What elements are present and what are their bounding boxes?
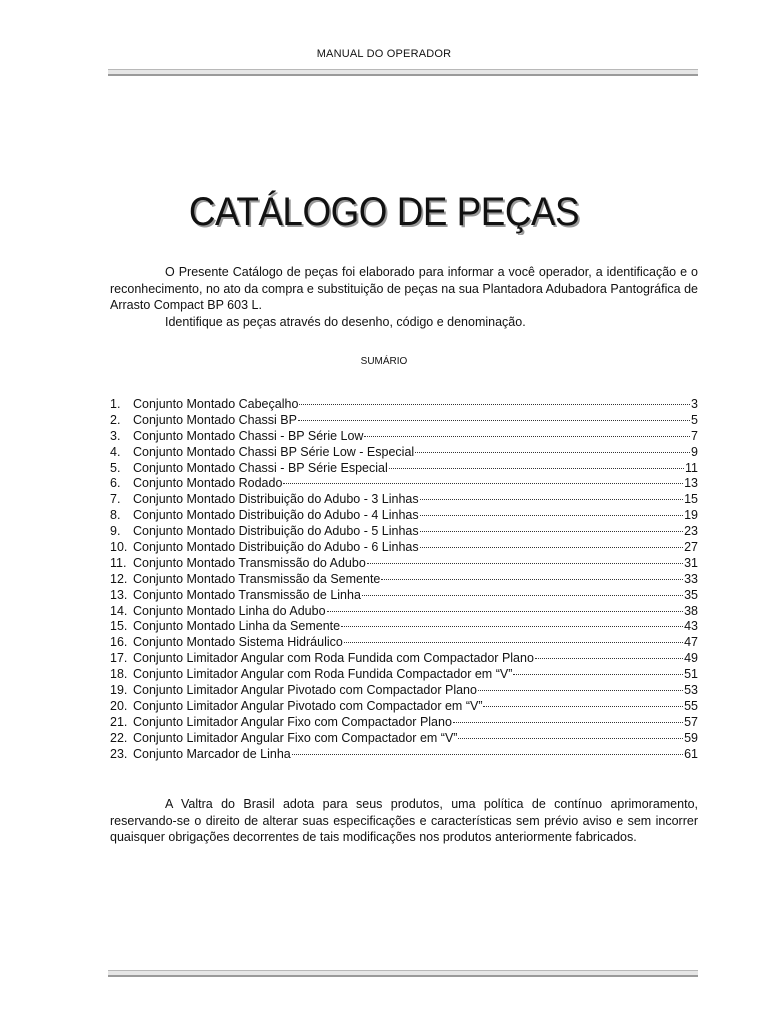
toc-entry[interactable]: [110, 540, 698, 556]
toc-dot-leader: [364, 436, 690, 437]
toc-dot-leader: [299, 404, 690, 405]
toc-dot-leader: [367, 563, 683, 564]
toc-entry[interactable]: [110, 747, 698, 763]
toc-entry-label: Conjunto Montado Distribuição do Adubo - 5 Linhas: [133, 524, 419, 539]
toc-entry-number: 2.: [110, 412, 121, 427]
toc-entry-page: 47: [684, 635, 698, 650]
toc-entry-number: 5.: [110, 460, 121, 475]
toc-dot-leader: [420, 499, 683, 500]
toc-entry-page: 43: [684, 619, 698, 634]
toc-dot-leader: [298, 420, 690, 421]
toc-entry-label: Conjunto Montado Transmissão da Semente: [133, 571, 381, 586]
toc-dot-leader: [420, 547, 683, 548]
toc-dot-leader: [478, 690, 683, 691]
toc-entry-label: Conjunto Montado Distribuição do Adubo - 3 Linhas: [133, 492, 419, 507]
toc-entry-label: Conjunto Limitador Angular Fixo com Compactador em “V”: [133, 730, 458, 745]
toc-entry-label: Conjunto Limitador Angular com Roda Fundida com Compactador Plano: [133, 651, 534, 666]
toc-entry-label: Conjunto Montado Chassi - BP Série Especial: [133, 460, 388, 475]
footer-rule: [108, 970, 698, 977]
toc-entry-number: 23.: [110, 746, 128, 761]
toc-dot-leader: [415, 452, 690, 453]
page-title: CATÁLOGO DE PEÇAS: [188, 190, 580, 234]
toc-entry-label: Conjunto Limitador Angular Pivotado com Compactador em “V”: [133, 698, 483, 713]
toc-entry-number: 8.: [110, 508, 121, 523]
toc-dot-leader: [483, 706, 683, 707]
toc-entry[interactable]: [110, 604, 698, 620]
toc-entry[interactable]: [110, 445, 698, 461]
toc-entry-number: 12.: [110, 571, 128, 586]
toc-entry-number: 1.: [110, 397, 121, 411]
toc-entry[interactable]: [110, 699, 698, 715]
toc-dot-leader: [341, 626, 683, 627]
toc-entry-page: 19: [684, 508, 698, 523]
toc-entry[interactable]: [110, 572, 698, 588]
toc-entry-number: 4.: [110, 444, 121, 459]
toc-dot-leader: [420, 531, 683, 532]
toc-entry-label: Conjunto Montado Rodado: [133, 476, 283, 491]
toc-dot-leader: [344, 642, 683, 643]
toc-entry-page: 51: [684, 667, 698, 682]
toc-entry[interactable]: [110, 683, 698, 699]
toc-entry-label: Conjunto Montado Cabeçalho: [133, 397, 299, 411]
toc-entry-page: 9: [691, 444, 698, 459]
toc-entry-label: Conjunto Montado Linha da Semente: [133, 619, 341, 634]
toc-entry-page: 59: [684, 730, 698, 745]
toc-entry[interactable]: [110, 492, 698, 508]
header-rule: [108, 69, 698, 76]
summary-heading: SUMÁRIO: [360, 356, 408, 367]
toc-entry[interactable]: [110, 635, 698, 651]
toc-entry-number: 14.: [110, 603, 128, 618]
intro-paragraph-1: O Presente Catálogo de peças foi elaborado para informar a você operador, a identificação e o reconhecimento, no ato da compra e substituição de peças na sua Plantadora Adubadora Pantográfica de Arrasto Compact BP 603 L.: [110, 265, 698, 312]
toc-dot-leader: [327, 611, 684, 612]
toc-entry-label: Conjunto Montado Linha do Adubo: [133, 603, 326, 618]
toc-dot-leader: [535, 658, 683, 659]
toc-entry-page: 33: [684, 571, 698, 586]
toc-dot-leader: [381, 579, 683, 580]
toc-entry-page: 55: [684, 698, 698, 713]
toc-entry-label: Conjunto Limitador Angular com Roda Fundida Compactador em “V”: [133, 667, 513, 682]
toc-entry-number: 21.: [110, 714, 128, 729]
toc-entry-page: 49: [684, 651, 698, 666]
toc-entry-page: 35: [684, 587, 698, 602]
toc-entry-page: 11: [685, 460, 698, 475]
toc-entry-label: Conjunto Montado Chassi BP: [133, 412, 297, 427]
toc-dot-leader: [389, 468, 684, 469]
toc-entry-number: 16.: [110, 635, 128, 650]
toc-entry-label: Conjunto Montado Distribuição do Adubo - 4 Linhas: [133, 508, 419, 523]
running-header: MANUAL DO OPERADOR: [316, 48, 452, 60]
toc-entry-page: 3: [691, 397, 698, 411]
toc-entry-label: Conjunto Limitador Angular Fixo com Compactador Plano: [133, 714, 452, 729]
toc-entry[interactable]: [110, 461, 698, 477]
toc-entry-number: 15.: [110, 619, 128, 634]
toc-entry[interactable]: [110, 429, 698, 445]
toc-entry-number: 11.: [110, 555, 127, 570]
toc-entry-number: 9.: [110, 524, 121, 539]
toc-entry[interactable]: [110, 715, 698, 731]
toc-dot-leader: [362, 595, 683, 596]
toc-entry-number: 6.: [110, 476, 121, 491]
toc-entry[interactable]: [110, 397, 698, 413]
toc-entry-label: Conjunto Montado Chassi - BP Série Low: [133, 428, 364, 443]
toc-entry-page: 5: [691, 412, 698, 427]
toc-entry[interactable]: [110, 476, 698, 492]
toc-entry-label: Conjunto Montado Sistema Hidráulico: [133, 635, 343, 650]
toc-entry-label: Conjunto Montado Transmissão de Linha: [133, 587, 361, 602]
toc-entry-page: 61: [684, 746, 698, 761]
toc-entry[interactable]: [110, 619, 698, 635]
toc-entry-label: Conjunto Montado Chassi BP Série Low - Especial: [133, 444, 415, 459]
toc-entry-number: 17.: [110, 651, 128, 666]
intro-paragraph-2: Identifique as peças através do desenho, código e denominação.: [165, 314, 526, 329]
closing-text: [110, 796, 698, 846]
toc-entry-page: 7: [691, 428, 698, 443]
toc-dot-leader: [292, 754, 683, 755]
toc-entry-label: Conjunto Montado Transmissão do Adubo: [133, 555, 366, 570]
toc-entry-page: 53: [684, 683, 698, 698]
toc-entry-page: 31: [684, 555, 698, 570]
toc-entry[interactable]: [110, 588, 698, 604]
toc-entry-number: 13.: [110, 587, 128, 602]
table-of-contents: [110, 397, 698, 762]
toc-entry-number: 3.: [110, 428, 121, 443]
toc-entry[interactable]: [110, 667, 698, 683]
toc-entry[interactable]: [110, 508, 698, 524]
toc-entry-page: 57: [684, 714, 698, 729]
toc-entry-label: Conjunto Limitador Angular Pivotado com Compactador Plano: [133, 683, 477, 698]
toc-entry-label: Conjunto Montado Distribuição do Adubo - 6 Linhas: [133, 540, 419, 555]
toc-entry-number: 22.: [110, 730, 128, 745]
toc-dot-leader: [458, 738, 683, 739]
toc-entry[interactable]: [110, 413, 698, 429]
toc-entry-number: 7.: [110, 492, 121, 507]
toc-dot-leader: [453, 722, 683, 723]
toc-entry-page: 15: [684, 492, 698, 507]
toc-entry-page: 23: [684, 524, 698, 539]
toc-dot-leader: [420, 515, 683, 516]
toc-entry-page: 38: [684, 603, 698, 618]
toc-dot-leader: [513, 674, 683, 675]
toc-entry[interactable]: [110, 651, 698, 667]
toc-entry-page: 27: [684, 540, 698, 555]
toc-entry-page: 13: [684, 476, 698, 491]
toc-entry[interactable]: [110, 524, 698, 540]
toc-entry-number: 10.: [110, 540, 128, 555]
toc-entry-number: 18.: [110, 667, 128, 682]
toc-entry-label: Conjunto Marcador de Linha: [133, 746, 291, 761]
toc-entry-number: 19.: [110, 683, 128, 698]
intro-text: [110, 264, 698, 330]
toc-entry[interactable]: [110, 556, 698, 572]
toc-entry[interactable]: [110, 731, 698, 747]
closing-paragraph: A Valtra do Brasil adota para seus produtos, uma política de contínuo aprimoramento, reservando-se o direito de alterar suas especificações e características sem prévio aviso e sem incorrer quaisquer obrigações decorrentes de tais modificações nos produtos anteriormente fabricados.: [110, 797, 698, 844]
toc-dot-leader: [283, 483, 683, 484]
toc-entry-number: 20.: [110, 698, 128, 713]
